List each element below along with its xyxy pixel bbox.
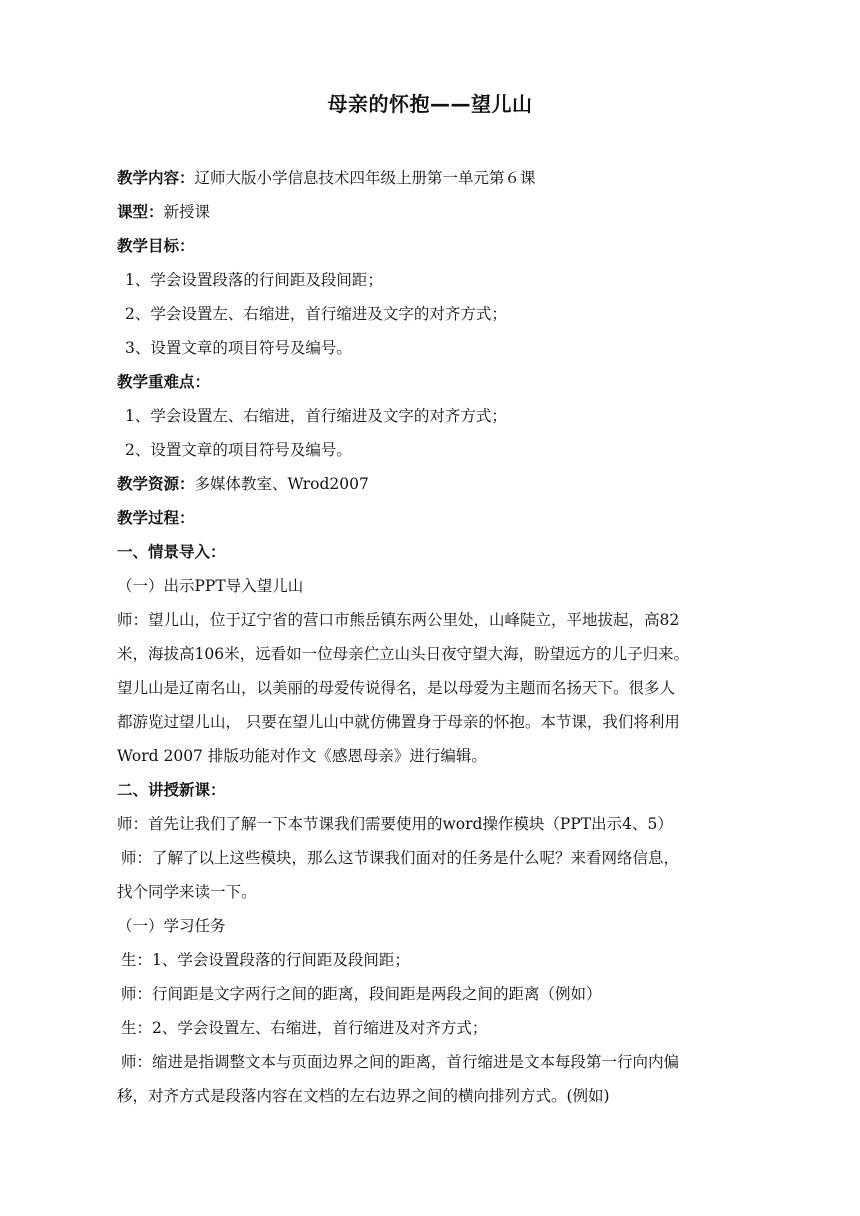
section1-heading-text: 一、情景导入： (117, 543, 226, 561)
paragraph-text: 都游览过望儿山， 只要在望儿山中就仿佛置身于母亲的怀抱。本节课，我们将利用 (117, 713, 680, 731)
section2-text: 生：1、学会设置段落的行间距及段间距； (121, 951, 410, 969)
section2-text: 移，对齐方式是段落内容在文档的左右边界之间的横向排列方式。(例如) (117, 1087, 610, 1105)
resources-label: 教学资源： (117, 475, 195, 493)
document-title: 母亲的怀抱——望儿山 (327, 92, 533, 116)
content-label: 教学内容： (117, 169, 195, 187)
section2-heading-text: 二、讲授新课： (117, 781, 226, 799)
type-value: 新授课 (163, 203, 211, 221)
section2-text: 师：缩进是指调整文本与页面边界之间的距离，首行缩进是文本每段第一行向内偏 (121, 1053, 680, 1071)
paragraph-text: 师：望儿山，位于辽宁省的营口市熊岳镇东两公里处，山峰陡立，平地拔起，高82 (117, 611, 680, 629)
paragraph-text: 望儿山是辽南名山，以美丽的母爱传说得名，是以母爱为主题而名扬天下。很多人 (117, 679, 676, 697)
key-point-text: 2、设置文章的项目符号及编号。 (125, 441, 352, 459)
resources-value: 多媒体教室、Wrod2007 (194, 475, 369, 493)
section1-sub-text: （一）出示PPT导入望儿山 (117, 577, 304, 595)
section2-text: 师：了解了以上这些模块，那么这节课我们面对的任务是什么呢？来看网络信息， (121, 849, 680, 867)
section2-text: 师：首先让我们了解一下本节课我们需要使用的word操作模块（PPT出示4、5） (117, 815, 673, 833)
process-label: 教学过程： (117, 509, 195, 527)
section2-text: 生：2、学会设置左、右缩进，首行缩进及对齐方式； (121, 1019, 488, 1037)
goals-label: 教学目标： (117, 237, 195, 255)
key-points-label: 教学重难点： (117, 373, 211, 391)
key-point-text: 1、学会设置左、右缩进，首行缩进及文字的对齐方式； (125, 407, 507, 425)
type-label: 课型： (117, 203, 164, 221)
section2-text: （一）学习任务 (117, 917, 226, 935)
goal-text: 2、学会设置左、右缩进，首行缩进及文字的对齐方式； (125, 305, 507, 323)
goal-text: 1、学会设置段落的行间距及段间距； (125, 271, 383, 289)
goal-text: 3、设置文章的项目符号及编号。 (125, 339, 352, 357)
paragraph-text: 米，海拔高106米，远看如一位母亲伫立山头日夜守望大海，盼望远方的儿子归来。 (117, 645, 690, 663)
paragraph-text: Word 2007 排版功能对作文《感恩母亲》进行编辑。 (117, 747, 487, 765)
section2-text: 找个同学来读一下。 (117, 883, 257, 901)
section2-text: 师：行间距是文字两行之间的距离，段间距是两段之间的距离（例如） (121, 985, 602, 1003)
content-value: 辽师大版小学信息技术四年级上册第一单元第６课 (194, 169, 536, 187)
